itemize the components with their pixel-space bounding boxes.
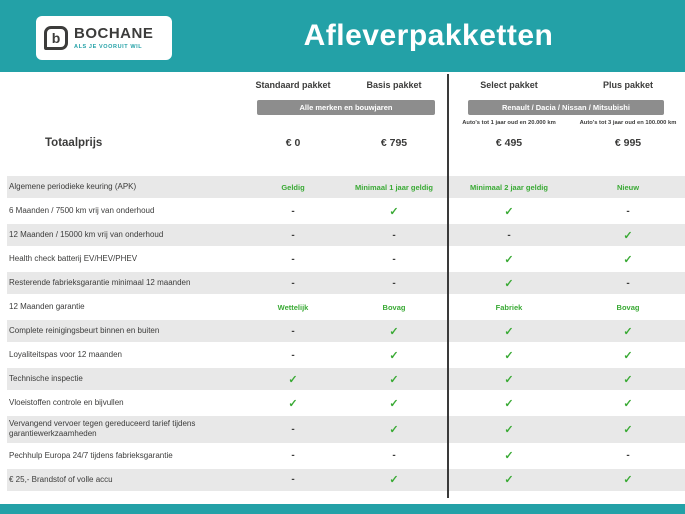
feature-cell xyxy=(447,296,571,318)
feature-cell xyxy=(571,344,685,366)
feature-cell xyxy=(447,344,571,366)
check-icon: ✓ xyxy=(504,277,514,290)
column-header-standaard: Standaard pakket xyxy=(255,80,331,90)
feature-cell xyxy=(245,320,341,342)
page-header xyxy=(0,0,685,72)
total-price-plus: € 995 xyxy=(614,136,642,149)
value-text: Minimaal 1 jaar geldig xyxy=(355,182,433,192)
total-price-standaard: € 0 xyxy=(285,136,301,149)
feature-row xyxy=(7,445,685,469)
feature-cell xyxy=(341,392,447,414)
feature-label: Resterende fabrieksgarantie minimaal 12 maanden xyxy=(9,277,191,287)
feature-label: Pechhulp Europa 24/7 tijdens fabrieksgarantie xyxy=(9,450,173,460)
badge-row xyxy=(7,98,685,116)
feature-cell xyxy=(447,392,571,414)
feature-cell xyxy=(245,200,341,222)
feature-cell xyxy=(245,469,341,491)
subtext-plus: Auto's tot 3 jaar oud en 100.000 km xyxy=(579,119,677,126)
feature-cell xyxy=(447,469,571,491)
packages-table xyxy=(0,72,685,493)
value-text: Bovag xyxy=(616,302,640,312)
dash-mark: - xyxy=(626,277,630,289)
feature-cell xyxy=(245,445,341,467)
feature-row xyxy=(7,296,685,320)
check-icon: ✓ xyxy=(389,474,399,487)
check-icon: ✓ xyxy=(504,423,514,436)
check-icon: ✓ xyxy=(623,325,633,338)
feature-cell xyxy=(447,272,571,294)
feature-cell xyxy=(341,368,447,390)
feature-label: 6 Maanden / 7500 km vrij van onderhoud xyxy=(9,205,155,215)
dash-mark: - xyxy=(626,205,630,217)
total-price-basis: € 795 xyxy=(380,136,408,149)
badge-alle-merken: Alle merken en bouwjaren xyxy=(257,100,435,115)
feature-label: Health check batterij EV/HEV/PHEV xyxy=(9,253,138,263)
check-icon: ✓ xyxy=(504,325,514,338)
feature-cell xyxy=(571,200,685,222)
feature-cell xyxy=(447,416,571,443)
column-header-select: Select pakket xyxy=(480,80,538,90)
feature-row xyxy=(7,200,685,224)
badge-span-right xyxy=(447,100,685,115)
feature-cell xyxy=(341,445,447,467)
feature-label: Loyaliteitspas voor 12 maanden xyxy=(9,349,122,359)
feature-row xyxy=(7,248,685,272)
feature-cell xyxy=(341,272,447,294)
check-icon: ✓ xyxy=(623,423,633,436)
feature-cell xyxy=(245,272,341,294)
feature-label: 12 Maanden garantie xyxy=(9,301,85,311)
feature-cell xyxy=(341,200,447,222)
value-text: Minimaal 2 jaar geldig xyxy=(470,182,548,192)
total-price-label: Totaalprijs xyxy=(45,136,103,149)
check-icon: ✓ xyxy=(389,349,399,362)
feature-cell xyxy=(341,296,447,318)
feature-row xyxy=(7,224,685,248)
feature-cell xyxy=(341,416,447,443)
feature-cell xyxy=(245,296,341,318)
feature-cell xyxy=(447,200,571,222)
feature-cell xyxy=(341,320,447,342)
logo-icon-glyph: b xyxy=(51,30,61,46)
header-body-gap xyxy=(7,156,685,176)
check-icon: ✓ xyxy=(389,423,399,436)
bochane-logo xyxy=(36,16,172,60)
column-header-row xyxy=(7,72,685,98)
check-icon: ✓ xyxy=(504,205,514,218)
check-icon: ✓ xyxy=(389,325,399,338)
check-icon: ✓ xyxy=(504,373,514,386)
subtext-select: Auto's tot 1 jaar oud en 20.000 km xyxy=(462,119,556,126)
total-price-select: € 495 xyxy=(495,136,523,149)
feature-cell xyxy=(571,272,685,294)
feature-cell xyxy=(447,320,571,342)
feature-cell xyxy=(447,176,571,198)
check-icon: ✓ xyxy=(623,397,633,410)
value-text: Geldig xyxy=(281,182,305,192)
check-icon: ✓ xyxy=(504,450,514,463)
feature-cell xyxy=(245,344,341,366)
feature-cell xyxy=(341,224,447,246)
check-icon: ✓ xyxy=(504,474,514,487)
total-price-row xyxy=(7,129,685,156)
column-header-plus: Plus pakket xyxy=(602,80,654,90)
dash-mark: - xyxy=(392,277,396,289)
feature-cell xyxy=(571,224,685,246)
feature-label: Complete reinigingsbeurt binnen en buiten xyxy=(9,325,160,335)
dash-mark: - xyxy=(392,253,396,265)
feature-cell xyxy=(447,445,571,467)
feature-cell xyxy=(571,248,685,270)
feature-label: Vervangend vervoer tegen gereduceerd tarief tijdens garantiewerkzaamheden xyxy=(9,419,196,439)
feature-label: € 25,- Brandstof of volle accu xyxy=(9,474,113,484)
feature-cell xyxy=(341,248,447,270)
dash-mark: - xyxy=(291,349,295,361)
feature-label: 12 Maanden / 15000 km vrij van onderhoud xyxy=(9,229,164,239)
dash-mark: - xyxy=(291,450,295,462)
dash-mark: - xyxy=(291,325,295,337)
feature-cell xyxy=(571,469,685,491)
feature-label: Algemene periodieke keuring (APK) xyxy=(9,181,137,191)
feature-cell xyxy=(571,176,685,198)
value-text: Nieuw xyxy=(616,182,640,192)
subtext-row xyxy=(7,116,685,129)
logo-brand-name: BOCHANE xyxy=(74,24,154,42)
column-header-basis: Basis pakket xyxy=(366,80,422,90)
dash-mark: - xyxy=(626,450,630,462)
dash-mark: - xyxy=(291,474,295,486)
check-icon: ✓ xyxy=(623,229,633,242)
check-icon: ✓ xyxy=(389,397,399,410)
logo-text-block xyxy=(74,26,153,51)
feature-cell xyxy=(571,320,685,342)
feature-cell xyxy=(245,392,341,414)
feature-row xyxy=(7,416,685,445)
feature-cell xyxy=(341,469,447,491)
check-icon: ✓ xyxy=(623,253,633,266)
group-divider-line xyxy=(447,74,449,498)
feature-row xyxy=(7,272,685,296)
dash-mark: - xyxy=(392,229,396,241)
logo-tagline: ALS JE VOORUIT WIL xyxy=(74,44,143,51)
check-icon: ✓ xyxy=(389,373,399,386)
feature-row xyxy=(7,469,685,493)
bottom-teal-bar xyxy=(0,504,685,514)
value-text: Wettelijk xyxy=(277,302,309,312)
bochane-logo-icon xyxy=(44,26,68,50)
check-icon: ✓ xyxy=(504,253,514,266)
feature-cell xyxy=(571,296,685,318)
dash-mark: - xyxy=(291,423,295,435)
check-icon: ✓ xyxy=(389,205,399,218)
feature-cell xyxy=(571,416,685,443)
dash-mark: - xyxy=(392,450,396,462)
dash-mark: - xyxy=(507,229,511,241)
feature-cell xyxy=(341,344,447,366)
feature-cell xyxy=(245,416,341,443)
feature-cell xyxy=(571,368,685,390)
page-title: Afleverpakketten xyxy=(303,19,554,52)
feature-cell xyxy=(245,224,341,246)
feature-cell xyxy=(245,248,341,270)
feature-cell xyxy=(447,248,571,270)
check-icon: ✓ xyxy=(504,397,514,410)
feature-cell xyxy=(245,368,341,390)
dash-mark: - xyxy=(291,253,295,265)
feature-row xyxy=(7,392,685,416)
value-text: Fabriek xyxy=(495,302,523,312)
feature-cell xyxy=(447,368,571,390)
dash-mark: - xyxy=(291,277,295,289)
check-icon: ✓ xyxy=(288,397,298,410)
feature-cell xyxy=(245,176,341,198)
check-icon: ✓ xyxy=(288,373,298,386)
feature-cell xyxy=(341,176,447,198)
feature-row xyxy=(7,176,685,200)
dash-mark: - xyxy=(291,229,295,241)
dash-mark: - xyxy=(291,205,295,217)
feature-row xyxy=(7,368,685,392)
feature-cell xyxy=(571,392,685,414)
feature-cell xyxy=(571,445,685,467)
check-icon: ✓ xyxy=(623,349,633,362)
value-text: Bovag xyxy=(382,302,406,312)
feature-row xyxy=(7,344,685,368)
check-icon: ✓ xyxy=(623,474,633,487)
check-icon: ✓ xyxy=(504,349,514,362)
badge-merken-select-plus: Renault / Dacia / Nissan / Mitsubishi xyxy=(468,100,664,115)
feature-cell xyxy=(447,224,571,246)
badge-span-left xyxy=(245,100,447,115)
feature-rows xyxy=(7,176,685,493)
feature-label: Technische inspectie xyxy=(9,373,83,383)
feature-label: Vloeistoffen controle en bijvullen xyxy=(9,397,124,407)
feature-row xyxy=(7,320,685,344)
check-icon: ✓ xyxy=(623,373,633,386)
